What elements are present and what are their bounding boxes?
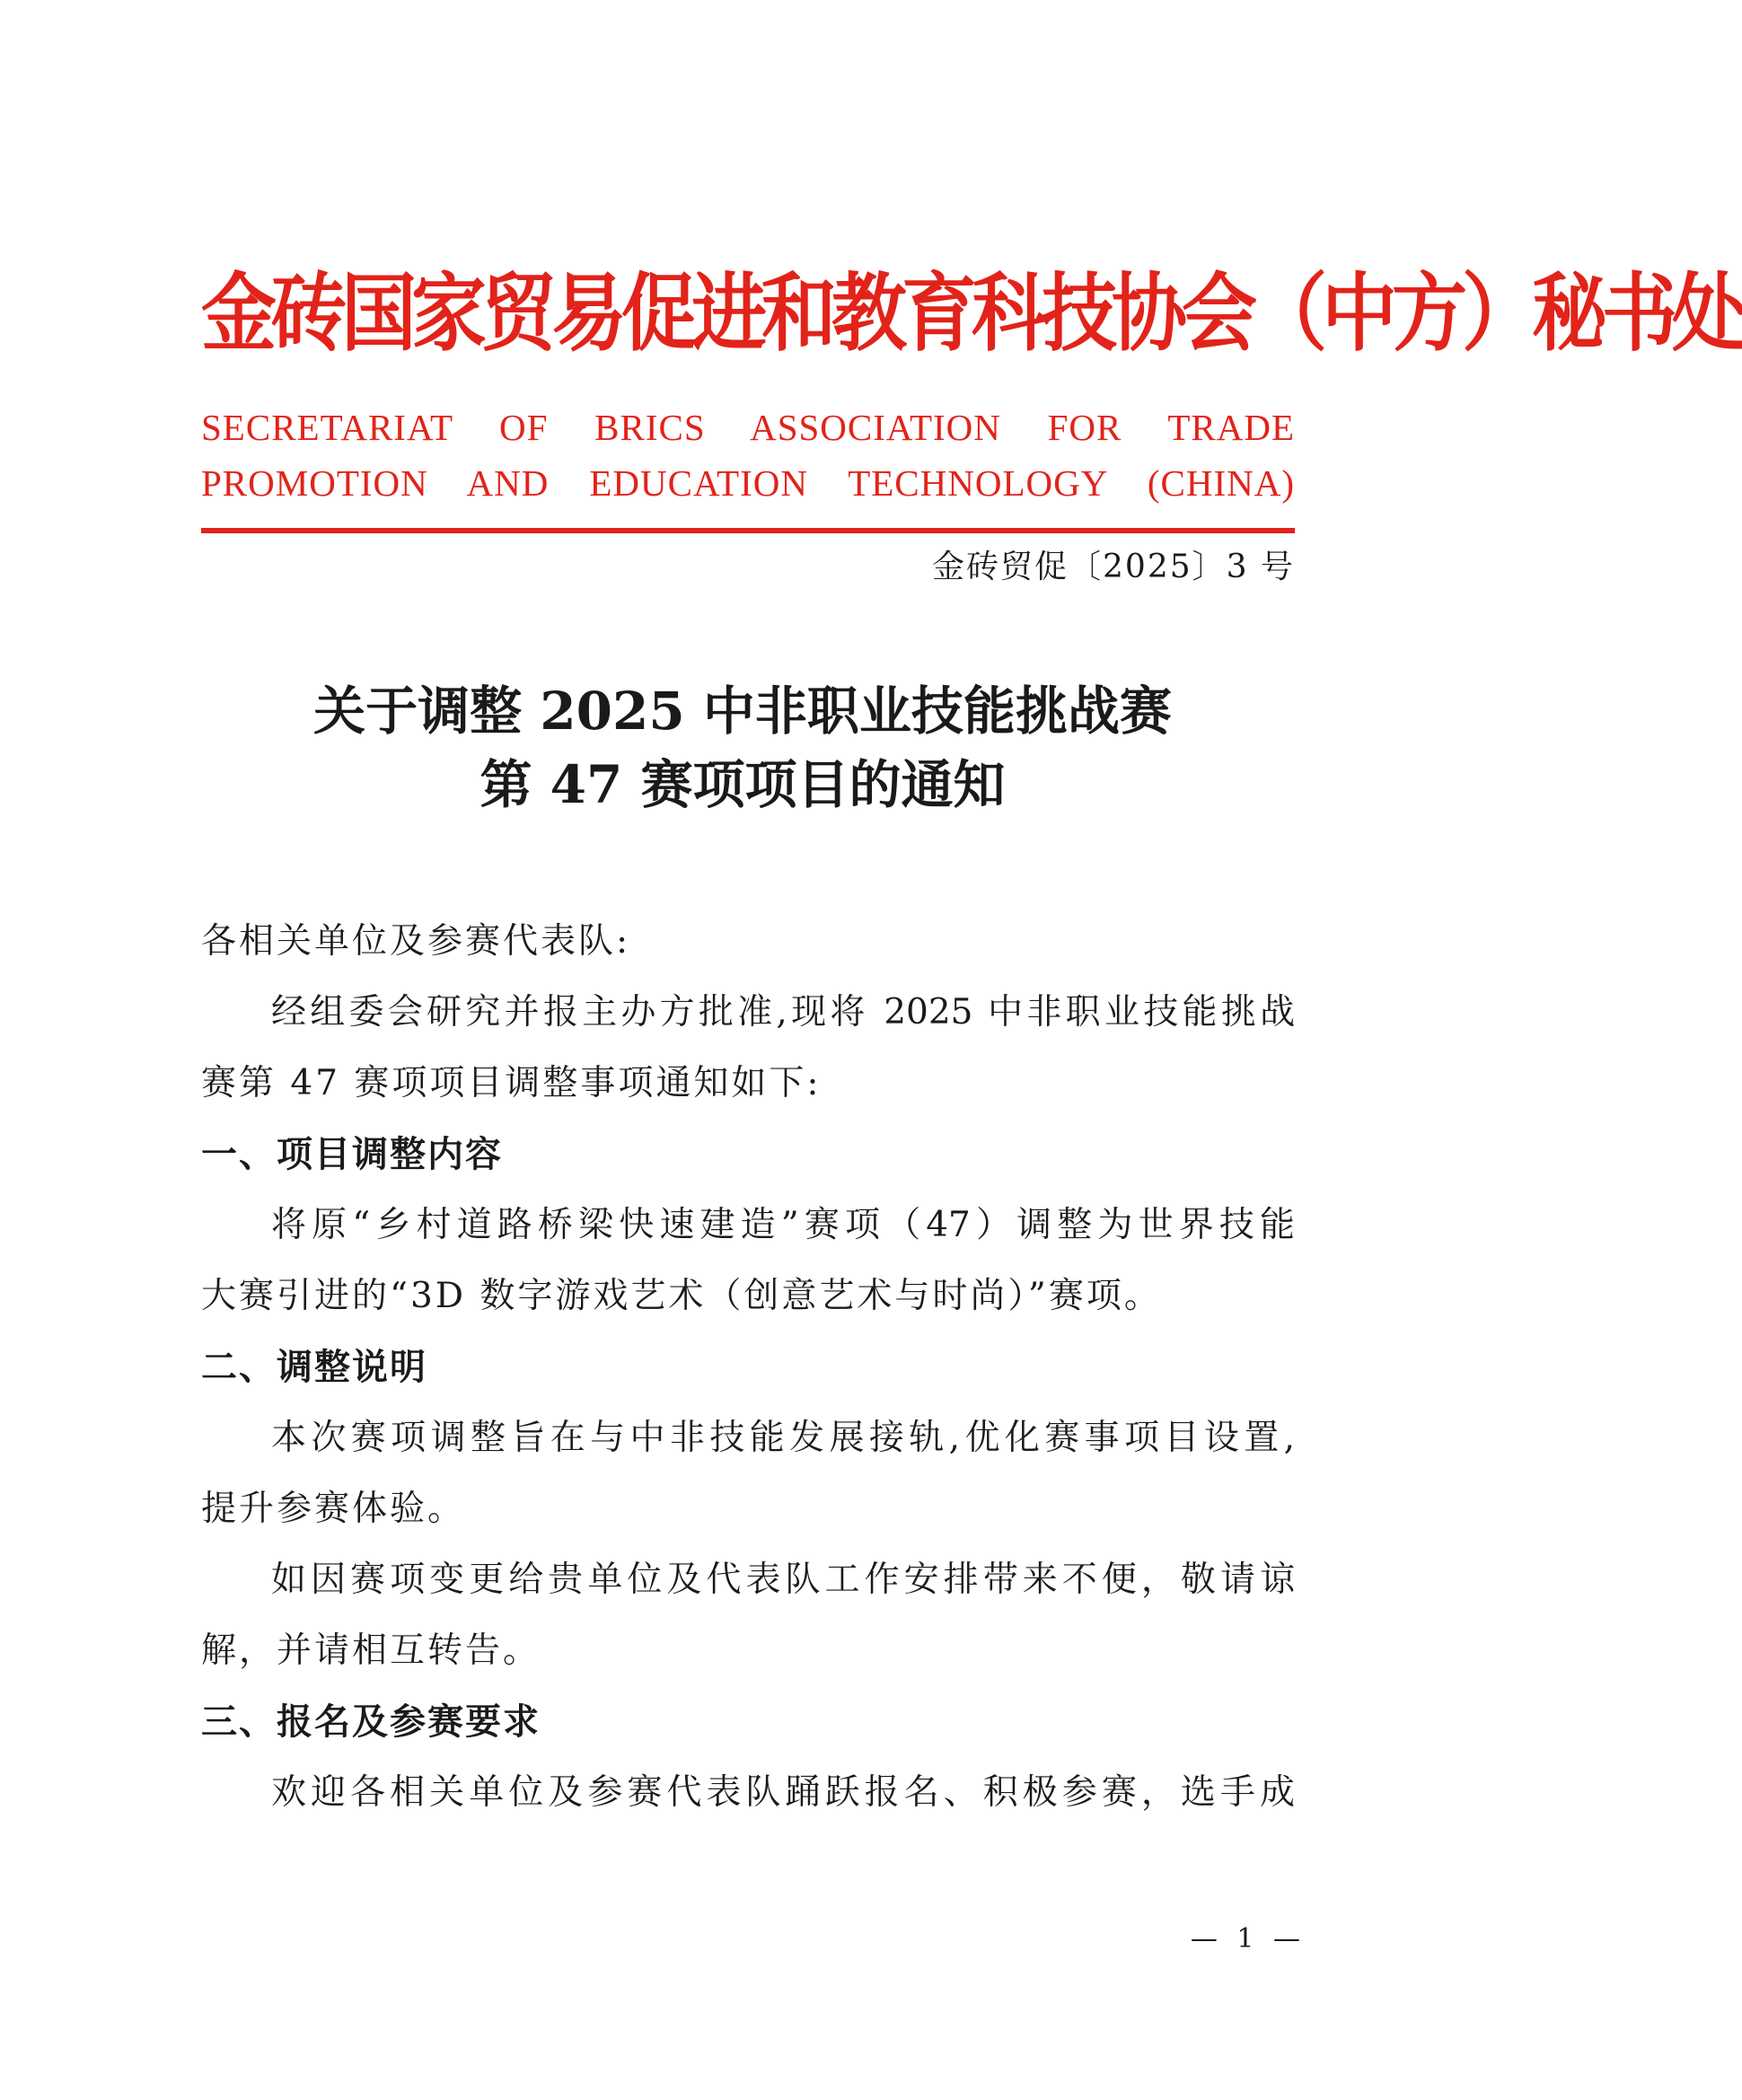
- section2-para1-line1: 本次赛项调整旨在与中非技能发展接轨,优化赛事项目设置,: [271, 1418, 1295, 1458]
- page-number: — 1 —: [1190, 1923, 1306, 1955]
- intro-line1: 经组委会研究并报主办方批准,现将 2025 中非职业技能挑战: [271, 992, 1295, 1032]
- section3-para-line1: 欢迎各相关单位及参赛代表队踊跃报名、积极参赛，选手成: [271, 1772, 1295, 1813]
- intro-line2: 赛第 47 赛项项目调整事项通知如下:: [201, 1063, 822, 1103]
- section2-para2-line2: 解，并请相互转告。: [201, 1630, 541, 1671]
- section2-para1-line2: 提升参赛体验。: [201, 1489, 466, 1529]
- section1-para-line2: 大赛引进的“3D 数字游戏艺术（创意艺术与时尚）”赛项。: [201, 1276, 1162, 1316]
- section2-para2-line1: 如因赛项变更给贵单位及代表队工作安排带来不便，敬请谅: [271, 1560, 1295, 1600]
- org-name-english-line1: SECRETARIAT OF BRICS ASSOCIATION FOR TRADE: [201, 407, 1295, 448]
- salutation: 各相关单位及参赛代表队:: [201, 921, 631, 962]
- section1-heading: 一、项目调整内容: [201, 1134, 503, 1175]
- title-line1: 关于调整 2025 中非职业技能挑战赛: [313, 681, 1172, 742]
- header-red-rule: [201, 528, 1295, 533]
- org-name-chinese: 金砖国家贸易促进和教育科技协会（中方）秘书处: [201, 264, 1742, 364]
- section1-para-line1: 将原“乡村道路桥梁快速建造”赛项（47）调整为世界技能: [271, 1205, 1295, 1245]
- org-name-english-line2: PROMOTION AND EDUCATION TECHNOLOGY (CHINA): [201, 462, 1295, 504]
- title-line2: 第 47 赛项项目的通知: [479, 754, 1006, 815]
- document-number: 金砖贸促〔2025〕3 号: [932, 549, 1295, 585]
- section3-heading: 三、报名及参赛要求: [201, 1701, 541, 1743]
- section2-heading: 二、调整说明: [201, 1347, 427, 1388]
